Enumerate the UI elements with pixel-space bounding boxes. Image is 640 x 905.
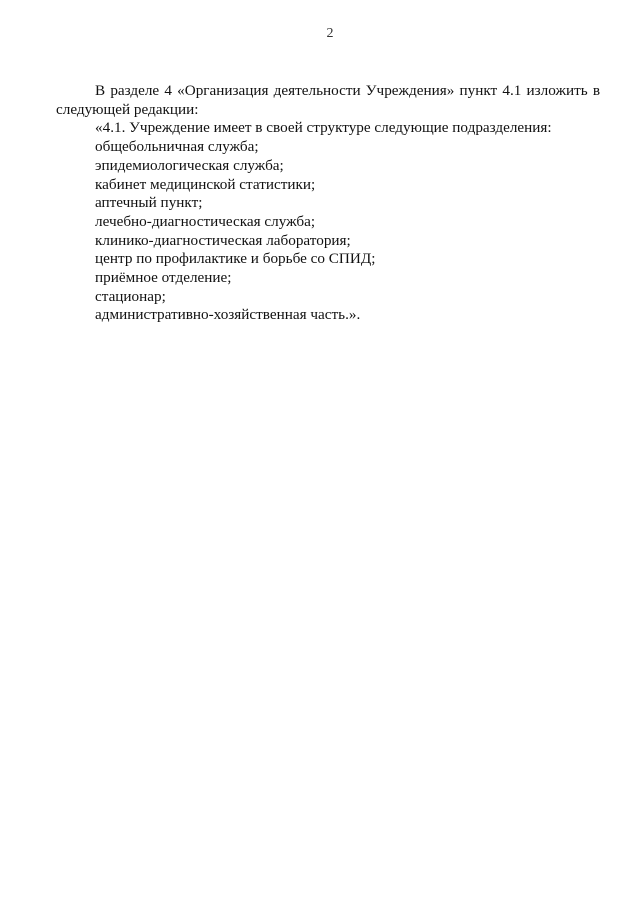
list-item: «4.1. Учреждение имеет в своей структуре следующие подразделения:: [95, 119, 552, 137]
subdivision-list: [56, 119, 600, 325]
list-item: эпидемиологическая служба;: [95, 156, 284, 174]
list-item: приёмное отделение;: [95, 269, 232, 287]
document-body: [56, 82, 600, 325]
list-item: аптечный пункт;: [95, 194, 203, 212]
list-item: центр по профилактике и борьбе со СПИД;: [95, 250, 376, 268]
list-item: клинико-диагностическая лаборатория;: [95, 231, 351, 249]
list-item: лечебно-диагностическая служба;: [95, 212, 316, 230]
page-number: 2: [326, 26, 334, 41]
list-item: кабинет медицинской статистики;: [95, 175, 316, 193]
list-item: общебольничная служба;: [95, 138, 259, 156]
list-item: стационар;: [95, 287, 166, 305]
list-item: административно-хозяйственная часть.».: [95, 306, 361, 324]
intro-paragraph: В разделе 4 «Организация деятельности Учреждения» пункт 4.1 изложить в следующей редакции:: [56, 82, 600, 118]
